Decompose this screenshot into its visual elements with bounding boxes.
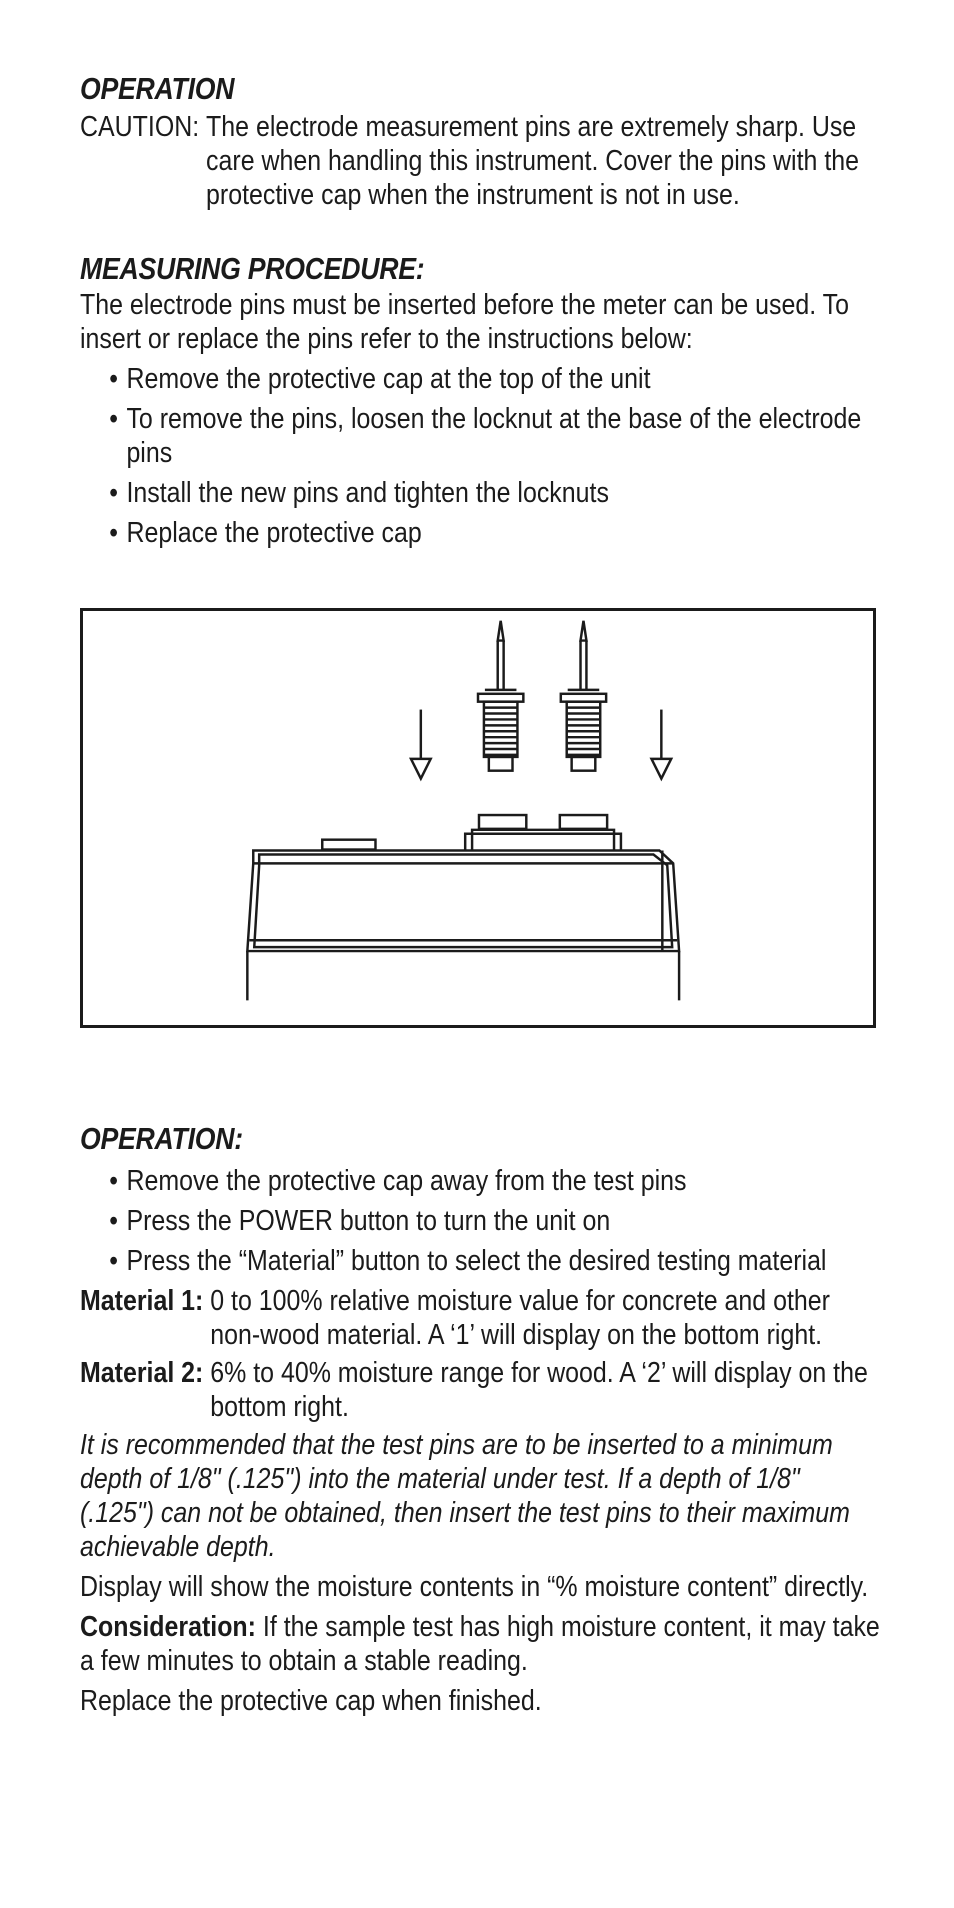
list-item: • Remove the protective cap at the top of the unit [109,363,651,395]
electrode-pin-right [561,621,606,771]
list-item: • Remove the protective cap away from the test pins [109,1165,687,1197]
down-arrow-right [651,710,671,779]
final-instruction: Replace the protective cap when finished. [80,1685,542,1717]
caution-label: CAUTION: [80,111,200,143]
depth-note: It is recommended that the test pins are to be inserted to a minimum depth of 1/8" (.125") into the material under test. If a depth of 1/8" (.125") can not be obtained, then insert the test pins to their maximum achievable depth. [80,1429,850,1563]
operation-section [80,1120,880,1718]
list-item: • Install the new pins and tighten the locknuts [109,477,609,509]
electrode-pin-left [478,621,523,771]
procedure-list [80,362,880,550]
operation-heading: OPERATION [80,71,235,106]
list-item: • To remove the pins, loosen the locknut at the base of the electrode pins [109,403,862,469]
caution-text: The electrode measurement pins are extremely sharp. Use care when handling this instrument. Cover the pins with the protective cap when the instrument is not in use. [206,111,859,211]
meter-drawing [83,611,873,1025]
procedure-heading: MEASURING PROCEDURE: [80,251,425,286]
procedure-intro: The electrode pins must be inserted before the meter can be used. To insert or replace the pins refer to the instructions below: [80,289,849,355]
display-text: Display will show the moisture contents in “% moisture content” directly. [80,1571,869,1603]
material-1: Material 1: 0 to 100% relative moisture value for concrete and other non-wood material. A ‘1’ will display on the bottom right. [80,1285,830,1351]
operation-list [80,1164,880,1278]
operation2-heading: OPERATION: [80,1121,243,1156]
pin-installation-diagram [80,608,876,1028]
manual-page [80,70,880,556]
list-item: • Press the POWER button to turn the unit on [109,1205,611,1237]
list-item: • Press the “Material” button to select the desired testing material [109,1245,827,1277]
material-2: Material 2: 6% to 40% moisture range for wood. A ‘2’ will display on the bottom right. [80,1357,868,1423]
caution-block [80,110,880,212]
down-arrow-left [411,710,431,779]
list-item: • Replace the protective cap [109,517,422,549]
consideration: Consideration: If the sample test has high moisture content, it may take a few minutes to obtain a stable reading. [80,1611,880,1677]
